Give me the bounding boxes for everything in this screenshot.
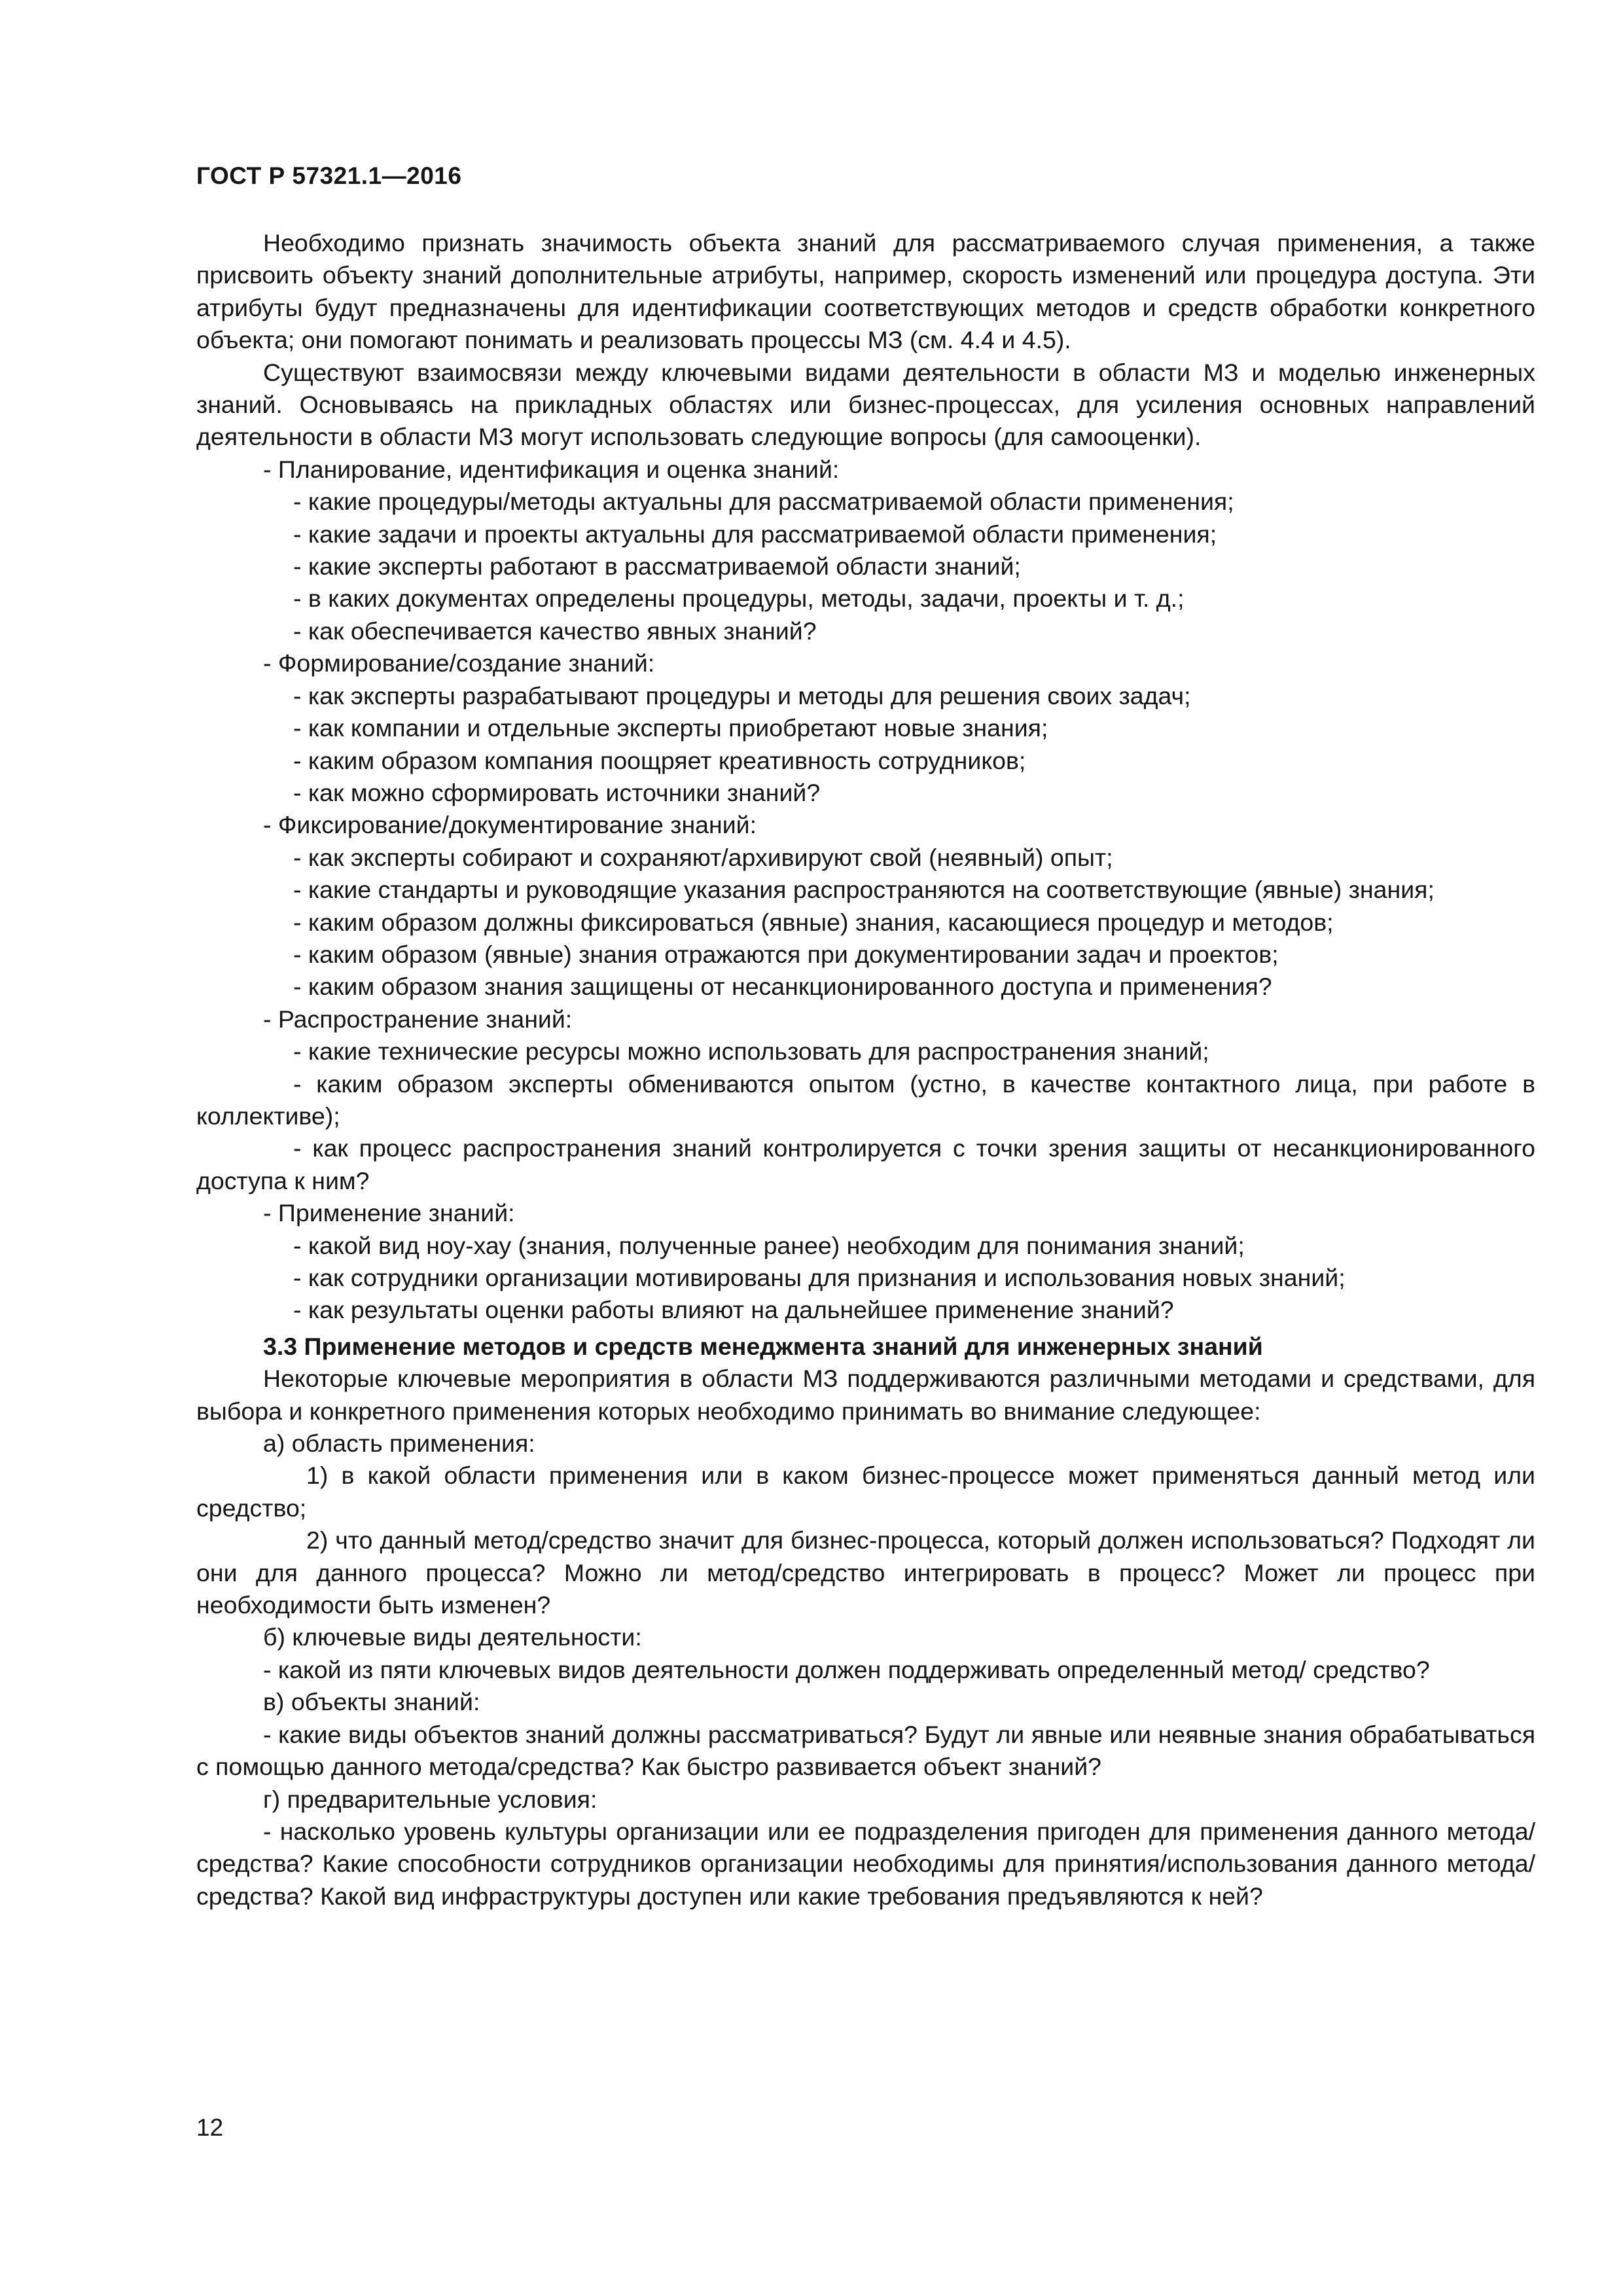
list-item: - как эксперты разрабатывают процедуры и методы для решения своих задач; xyxy=(293,681,1191,709)
list-item: - как компании и отдельные эксперты приобретают новые знания; xyxy=(293,714,1048,742)
list-item: - какие процедуры/методы актуальны для рассматриваемой области применения; xyxy=(293,488,1234,516)
page-content xyxy=(196,227,1535,1912)
paragraph-object-attributes: Необходимо признать значимость объекта знаний для рассматриваемого случая применения, а также присвоить объекту знаний дополнительные атрибуты, например, скорость изменений или процедура доступа. Эти атрибуты будут предназначены для идентификации соответствующих методов и средств обработки конкретного объекта; они помогают понимать и реализовать процессы МЗ (см. 4.4 и 4.5). xyxy=(196,229,1535,354)
list-item: - в каких документах определены процедуры, методы, задачи, проекты и т. д.; xyxy=(293,584,1185,613)
criterion-v-item-1: - какие виды объектов знаний должны рассматриваться? Будут ли явные или неявные знания обрабатываться с помощью данного метода/средства? Как быстро развивается объект знаний? xyxy=(196,1720,1535,1781)
criterion-b-item-1: - какой из пяти ключевых видов деятельности должен поддерживать определенный метод/ средство? xyxy=(263,1655,1430,1683)
criterion-a-title: а) область применения: xyxy=(263,1429,535,1458)
criterion-v-title: в) объекты знаний: xyxy=(263,1688,480,1716)
list-item: - какие задачи и проекты актуальны для рассматриваемой области применения; xyxy=(293,520,1217,548)
paragraph-self-assessment-intro: Существуют взаимосвязи между ключевыми видами деятельности в области МЗ и моделью инженерных знаний. Основываясь на прикладных областях или бизнес-процессах, для усиления основных направлений деятельности в области МЗ могут использовать следующие вопросы (для самооценки). xyxy=(196,358,1535,451)
section-heading: 3.3 Применение методов и средств менеджмента знаний для инженерных знаний xyxy=(263,1332,1263,1360)
document-header: ГОСТ Р 57321.1—2016 xyxy=(196,162,462,189)
list-item: - какие технические ресурсы можно использовать для распространения знаний; xyxy=(293,1037,1209,1066)
list-item: - как результаты оценки работы влияют на дальнейшее применение знаний? xyxy=(293,1296,1174,1324)
activity-title-application: - Применение знаний: xyxy=(263,1199,515,1227)
list-item: - как можно сформировать источники знаний? xyxy=(293,778,821,806)
list-item: - каким образом должны фиксироваться (явные) знания, касающиеся процедур и методов; xyxy=(293,908,1334,936)
list-item: - каким образом (явные) знания отражаются при документировании задач и проектов; xyxy=(293,940,1279,968)
criterion-a-item-1: 1) в какой области применения или в каком бизнес-процессе может применяться данный метод или средство; xyxy=(196,1462,1535,1522)
criterion-b-title: б) ключевые виды деятельности: xyxy=(263,1623,642,1651)
list-item: - как сотрудники организации мотивированы для признания и использования новых знаний; xyxy=(293,1264,1346,1291)
criterion-g-item-1: - насколько уровень культуры организации или ее подразделения пригоден для применения данного метода/средства? Какие способности сотрудников организации необходимы для принятия/использования данного метода/средства? Какой вид инфраструктуры доступен или какие требования предъявляются к ней? xyxy=(196,1817,1535,1910)
section-intro: Некоторые ключевые мероприятия в области МЗ поддерживаются различными методами и средствами, для выбора и конкретного применения которых необходимо принимать во внимание следующее: xyxy=(196,1365,1535,1425)
list-item: - как обеспечивается качество явных знаний? xyxy=(293,617,817,645)
list-item: - каким образом знания защищены от несанкционированного доступа и применения? xyxy=(293,973,1272,1001)
activity-title-distribution: - Распространение знаний: xyxy=(263,1005,573,1033)
list-item: - каким образом компания поощряет креативность сотрудников; xyxy=(293,746,1026,774)
criterion-g-title: г) предварительные условия: xyxy=(263,1785,597,1813)
activity-title-planning: - Планирование, идентификация и оценка знаний: xyxy=(263,455,840,483)
list-item: - какой вид ноу-хау (знания, полученные ранее) необходим для понимания знаний; xyxy=(293,1231,1245,1259)
activity-title-documentation: - Фиксирование/документирование знаний: xyxy=(263,811,757,839)
activity-title-creation: - Формирование/создание знаний: xyxy=(263,649,655,677)
page-number: 12 xyxy=(196,2114,224,2141)
list-item: - какие эксперты работают в рассматриваемой области знаний; xyxy=(293,552,1021,581)
list-item: - как эксперты собирают и сохраняют/архивируют свой (неявный) опыт; xyxy=(293,843,1113,871)
list-item: - каким образом эксперты обмениваются опытом (устно, в качестве контактного лица, при работе в коллективе); xyxy=(196,1069,1535,1130)
list-item: - как процесс распространения знаний контролируется с точки зрения защиты от несанкционированного доступа к ним? xyxy=(196,1134,1535,1194)
criterion-a-item-2: 2) что данный метод/средство значит для бизнес-процесса, который должен использоваться? Подходят ли они для данного процесса? Можно ли метод/средство интегрировать в процесс? Может ли процесс при необходимости быть изменен? xyxy=(196,1526,1535,1619)
list-item: - какие стандарты и руководящие указания распространяются на соответствующие (явные) знания; xyxy=(293,876,1435,904)
